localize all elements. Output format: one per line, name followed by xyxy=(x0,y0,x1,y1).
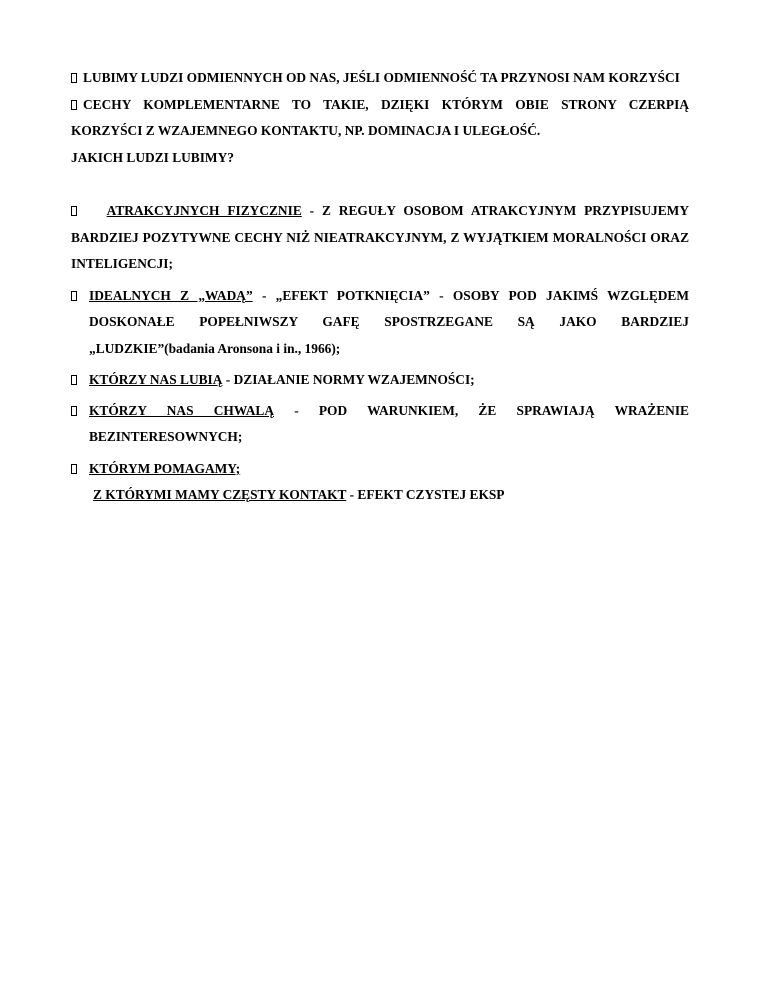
list-item-attractive xyxy=(71,198,689,278)
question-heading: JAKICH LUDZI LUBIMY? xyxy=(71,149,234,165)
list-item-frequent-contact xyxy=(71,482,689,509)
bullet-glyph-icon xyxy=(71,375,77,385)
item-term: KTÓRYM POMAGAMY; xyxy=(89,460,241,476)
item-text: - POD WARUNKIEM, ŻE SPRAWIAJĄ WRAŻENIE BEZINTERESOWNYCH; xyxy=(89,402,689,444)
item-text: - Z REGUŁY OSOBOM ATRAKCYJNYM PRZYPISUJEMY BARDZIEJ POZYTYWNE CECHY NIŻ NIEATRAKCYJNYM, Z WYJĄTKIEM MORALNOŚCI ORAZ INTELIGENCJI; xyxy=(71,203,689,271)
missing-glyph-icon xyxy=(71,100,77,110)
item-term: KTÓRZY NAS CHWALĄ xyxy=(89,402,274,418)
list-item-like-us xyxy=(71,367,689,394)
item-text: - „EFEKT POTKNIĘCIA” - OSOBY POD JAKIMŚ WZGLĘDEM DOSKONAŁE POPEŁNIWSZY GAFĘ SPOSTRZEGANE SĄ JAKO BARDZIEJ „LUDZKIE”(badania Aronsona i in., 1966); xyxy=(89,287,690,356)
item-term: KTÓRZY NAS LUBIĄ xyxy=(89,372,223,387)
bullet-glyph-icon xyxy=(71,291,77,301)
intro-paragraph-2: CECHY KOMPLEMENTARNE TO TAKIE, DZIĘKI KTÓRYM OBIE STRONY CZERPIĄ KORZYŚCI Z WZAJEMNEGO KONTAKTU, NP. DOMINACJA I ULEGŁOŚĆ. xyxy=(71,96,689,138)
bullet-glyph-icon xyxy=(71,206,77,216)
item-term: ATRAKCYJNYCH FIZYCZNIE xyxy=(106,203,302,218)
bullet-glyph-icon xyxy=(71,464,77,474)
item-term: IDEALNYCH Z „WADĄ” xyxy=(89,287,253,303)
item-text: - DZIAŁANIE NORMY WZAJEMNOŚCI; xyxy=(222,372,475,387)
bullet-glyph-icon xyxy=(71,406,77,416)
item-term: Z KTÓRYMI MAMY CZĘSTY KONTAKT xyxy=(93,487,347,502)
list-item-flawed xyxy=(71,283,689,363)
list-item-praise-us xyxy=(71,398,689,451)
intro-paragraph-1: LUBIMY LUDZI ODMIENNYCH OD NAS, JEŚLI ODMIENNOŚĆ TA PRZYNOSI NAM KORZYŚCI xyxy=(71,65,689,92)
document-page xyxy=(71,65,689,509)
list-item-we-help xyxy=(71,456,689,483)
item-text: - EFEKT CZYSTEJ EKSP xyxy=(346,487,505,502)
missing-glyph-icon xyxy=(71,73,77,83)
